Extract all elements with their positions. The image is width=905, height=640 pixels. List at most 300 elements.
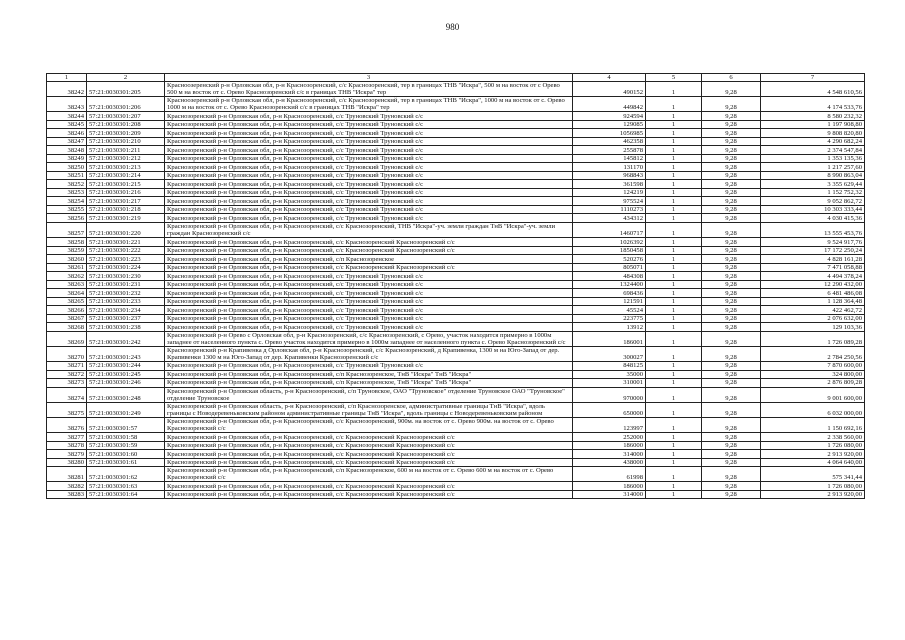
area-cell: 310001	[573, 379, 646, 388]
area-cell: 300027	[573, 346, 646, 361]
rate-cell: 9,28	[702, 255, 761, 264]
rate-cell: 9,28	[702, 97, 761, 112]
count-cell: 1	[646, 482, 702, 491]
address-cell: Краснозоренский р-н Орловская обл, р-н Краснозоренский, с/п Краснозоренское, ТнВ "Искра" ТнВ "Искра"	[165, 370, 573, 379]
area-cell: 650000	[573, 402, 646, 417]
table-row	[47, 370, 865, 379]
cadastral-number-cell: 57:21:0030301:222	[87, 246, 165, 255]
address-cell: Краснозоренский р-н Орловская обл, р-н Краснозоренский, с/с Краснозоренский Краснозоренский с/с	[165, 263, 573, 272]
value-cell: 1 726 080,00	[761, 441, 865, 450]
rate-cell: 9,28	[702, 289, 761, 298]
value-cell: 6 032 000,00	[761, 402, 865, 417]
cadastral-number-cell: 57:21:0030301:58	[87, 433, 165, 442]
record-number-cell: 38278	[47, 441, 87, 450]
table-row	[47, 112, 865, 121]
record-number-cell: 38276	[47, 417, 87, 432]
count-cell: 1	[646, 402, 702, 417]
register-table	[46, 73, 865, 499]
value-cell: 422 462,72	[761, 306, 865, 315]
cadastral-number-cell: 57:21:0030301:211	[87, 146, 165, 155]
cadastral-number-cell: 57:21:0030301:219	[87, 214, 165, 223]
area-cell: 13912	[573, 323, 646, 332]
rate-cell: 9,28	[702, 450, 761, 459]
table-row	[47, 306, 865, 315]
rate-cell: 9,28	[702, 180, 761, 189]
address-cell: Краснозоренский р-н Орловская обл, р-н Краснозоренский, с/с Труновский Труновский с/с	[165, 280, 573, 289]
record-number-cell: 38258	[47, 238, 87, 247]
area-cell: 61998	[573, 467, 646, 482]
area-cell: 35000	[573, 370, 646, 379]
area-cell: 186000	[573, 482, 646, 491]
address-cell: Краснозоренский р-н Орловская обл, р-н Краснозоренский, с/с Краснозоренский Краснозоренский с/с	[165, 238, 573, 247]
rate-cell: 9,28	[702, 280, 761, 289]
rate-cell: 9,28	[702, 458, 761, 467]
table-row	[47, 97, 865, 112]
value-cell: 4 064 640,00	[761, 458, 865, 467]
value-cell: 9 001 600,00	[761, 387, 865, 402]
record-number-cell: 38256	[47, 214, 87, 223]
count-cell: 1	[646, 450, 702, 459]
address-cell: Красноозеренский р-н Орловская обл, р-н Краснозоренский, с/с Краснозоренский, тер в границах ТНВ "Искра", 500 м на восток от с Орево 500 м на восток от с. Орево Краснозоренский с/с в границах ТНВ "Искра" тер	[165, 82, 573, 97]
area-cell: 123997	[573, 417, 646, 432]
value-cell: 6 481 486,08	[761, 289, 865, 298]
table-row	[47, 272, 865, 281]
table-row	[47, 433, 865, 442]
rate-cell: 9,28	[702, 433, 761, 442]
address-cell: Краснозоренский р-н Орловская обл, р-н Краснозоренский, с/с Труновский Труновский с/с	[165, 171, 573, 180]
table-row	[47, 154, 865, 163]
record-number-cell: 38246	[47, 129, 87, 138]
rate-cell: 9,28	[702, 171, 761, 180]
table-row	[47, 222, 865, 237]
address-cell: Краснозоренский р-н Орево с Орловская обл, р-н Краснозоренский, с/с Краснозоренский, с Орево, участок находится примерно в 1000м западнее от населенного пункта с. Орево участок находится примерно в 1000м западнее от населенного пункта с. Орево Краснозоренский с/с	[165, 331, 573, 346]
rate-cell: 9,28	[702, 370, 761, 379]
area-cell: 1110273	[573, 205, 646, 214]
area-cell: 45524	[573, 306, 646, 315]
count-cell: 1	[646, 490, 702, 499]
area-cell: 968843	[573, 171, 646, 180]
count-cell: 1	[646, 441, 702, 450]
rate-cell: 9,28	[702, 120, 761, 129]
count-cell: 1	[646, 387, 702, 402]
record-number-cell: 38257	[47, 222, 87, 237]
value-cell: 4 548 610,56	[761, 82, 865, 97]
record-number-cell: 38248	[47, 146, 87, 155]
area-cell: 520276	[573, 255, 646, 264]
record-number-cell: 38264	[47, 289, 87, 298]
table-row	[47, 441, 865, 450]
area-cell: 1026392	[573, 238, 646, 247]
count-cell: 1	[646, 314, 702, 323]
column-header: 7	[761, 74, 865, 82]
count-cell: 1	[646, 289, 702, 298]
rate-cell: 9,28	[702, 417, 761, 432]
record-number-cell: 38265	[47, 297, 87, 306]
area-cell: 848125	[573, 362, 646, 371]
count-cell: 1	[646, 188, 702, 197]
count-cell: 1	[646, 171, 702, 180]
address-cell: Краснозоренский р-н Орловская обл, р-н Краснозоренский, с/с Краснозоренский Краснозоренский с/с	[165, 246, 573, 255]
rate-cell: 9,28	[702, 314, 761, 323]
record-number-cell: 38271	[47, 362, 87, 371]
count-cell: 1	[646, 346, 702, 361]
area-cell: 805071	[573, 263, 646, 272]
table-row	[47, 246, 865, 255]
address-cell: Краснозоренский р-н Орловская обл, р-н Краснозоренский, с/с Краснозоренский Краснозоренский с/с	[165, 441, 573, 450]
table-row	[47, 137, 865, 146]
value-cell: 9 052 862,72	[761, 197, 865, 206]
area-cell: 223775	[573, 314, 646, 323]
record-number-cell: 38275	[47, 402, 87, 417]
cadastral-number-cell: 57:21:0030301:59	[87, 441, 165, 450]
address-cell: Краснозоренский р-н Орловская обл, р-н Краснозоренский, с/с Труновский Труновский с/с	[165, 362, 573, 371]
cadastral-number-cell: 57:21:0030301:234	[87, 306, 165, 315]
value-cell: 4 828 161,28	[761, 255, 865, 264]
count-cell: 1	[646, 205, 702, 214]
value-cell: 10 303 333,44	[761, 205, 865, 214]
address-cell: Красноозеренский р-н Орловская обл, р-н Краснозоренский, с/с Краснозоренский, тер в границах ТНВ "Искра", 1000 м на восток от с. Орево 1000 м на восток от с. Орево Краснозоренский с/с в границах ТНВ "Искра" тер	[165, 97, 573, 112]
count-cell: 1	[646, 272, 702, 281]
area-cell: 970000	[573, 387, 646, 402]
value-cell: 2 913 920,00	[761, 490, 865, 499]
record-number-cell: 38281	[47, 467, 87, 482]
rate-cell: 9,28	[702, 154, 761, 163]
count-cell: 1	[646, 238, 702, 247]
count-cell: 1	[646, 146, 702, 155]
rate-cell: 9,28	[702, 467, 761, 482]
count-cell: 1	[646, 297, 702, 306]
table-row	[47, 387, 865, 402]
table-row	[47, 402, 865, 417]
value-cell: 129 103,36	[761, 323, 865, 332]
table-row	[47, 314, 865, 323]
count-cell: 1	[646, 417, 702, 432]
address-cell: Краснозоренский р-н Орловская обл, р-н Краснозоренский, с/с Труновский Труновский с/с	[165, 112, 573, 121]
cadastral-number-cell: 57:21:0030301:244	[87, 362, 165, 371]
rate-cell: 9,28	[702, 197, 761, 206]
area-cell: 484308	[573, 272, 646, 281]
address-cell: Краснозоренский р-н Орловская обл, р-н Краснозоренский, с/с Труновский Труновский с/с	[165, 154, 573, 163]
cadastral-number-cell: 57:21:0030301:243	[87, 346, 165, 361]
area-cell: 1324400	[573, 280, 646, 289]
address-cell: Краснозоренский р-н Орловская обл, р-н Краснозоренский, с/с Труновский Труновский с/с	[165, 205, 573, 214]
value-cell: 1 217 257,60	[761, 163, 865, 172]
address-cell: Краснозоренский р-н Орловская область, р-н Краснозоренский, с/п Труновское, ОАО "Труновское" отделение Труновское ОАО "Труновское" отделение Труновское	[165, 387, 573, 402]
count-cell: 1	[646, 222, 702, 237]
area-cell: 1056985	[573, 129, 646, 138]
table-row	[47, 129, 865, 138]
address-cell: Краснозоренский р-н Орловская обл, р-н Краснозоренский, с/п Краснозоренское	[165, 255, 573, 264]
area-cell: 462358	[573, 137, 646, 146]
address-cell: Краснозоренский р-н Орловская обл, р-н Краснозоренский, с/с Краснозоренский Краснозоренский с/с	[165, 490, 573, 499]
rate-cell: 9,28	[702, 490, 761, 499]
record-number-cell: 38274	[47, 387, 87, 402]
area-cell: 314000	[573, 450, 646, 459]
record-number-cell: 38259	[47, 246, 87, 255]
record-number-cell: 38282	[47, 482, 87, 491]
table-row	[47, 289, 865, 298]
value-cell: 1 152 752,32	[761, 188, 865, 197]
address-cell: Краснозоренский р-н Орловская обл, р-н Краснозоренский, с/с Труновский Труновский с/с	[165, 306, 573, 315]
record-number-cell: 38283	[47, 490, 87, 499]
value-cell: 2 374 547,84	[761, 146, 865, 155]
value-cell: 1 128 364,48	[761, 297, 865, 306]
column-number-row	[47, 74, 865, 82]
table-row	[47, 467, 865, 482]
table-row	[47, 82, 865, 97]
column-header: 4	[573, 74, 646, 82]
address-cell: Краснозоренский р-н Орловская обл, р-н Краснозоренский, с/с Труновский Труновский с/с	[165, 214, 573, 223]
area-cell: 145812	[573, 154, 646, 163]
rate-cell: 9,28	[702, 441, 761, 450]
cadastral-number-cell: 57:21:0030301:237	[87, 314, 165, 323]
cadastral-number-cell: 57:21:0030301:214	[87, 171, 165, 180]
record-number-cell: 38277	[47, 433, 87, 442]
count-cell: 1	[646, 82, 702, 97]
address-cell: Краснозоренский р-н Орловская обл, р-н Краснозоренский, с/с Труновский Труновский с/с	[165, 146, 573, 155]
value-cell: 13 555 453,76	[761, 222, 865, 237]
count-cell: 1	[646, 379, 702, 388]
rate-cell: 9,28	[702, 129, 761, 138]
value-cell: 2 913 920,00	[761, 450, 865, 459]
rate-cell: 9,28	[702, 82, 761, 97]
table-row	[47, 482, 865, 491]
cadastral-number-cell: 57:21:0030301:205	[87, 82, 165, 97]
rate-cell: 9,28	[702, 146, 761, 155]
area-cell: 186000	[573, 441, 646, 450]
table-row	[47, 146, 865, 155]
cadastral-number-cell: 57:21:0030301:62	[87, 467, 165, 482]
area-cell: 121591	[573, 297, 646, 306]
table-row	[47, 214, 865, 223]
rate-cell: 9,28	[702, 272, 761, 281]
page-number: 980	[445, 22, 460, 32]
rate-cell: 9,28	[702, 362, 761, 371]
area-cell: 1460717	[573, 222, 646, 237]
area-cell: 252000	[573, 433, 646, 442]
count-cell: 1	[646, 280, 702, 289]
record-number-cell: 38252	[47, 180, 87, 189]
cadastral-number-cell: 57:21:0030301:245	[87, 370, 165, 379]
value-cell: 17 172 250,24	[761, 246, 865, 255]
count-cell: 1	[646, 163, 702, 172]
value-cell: 9 524 917,76	[761, 238, 865, 247]
address-cell: Краснозоренский р-н Орловская обл, р-н Краснозоренский, с/с Труновский Труновский с/с	[165, 323, 573, 332]
area-cell: 131170	[573, 163, 646, 172]
count-cell: 1	[646, 331, 702, 346]
table-row	[47, 263, 865, 272]
area-cell: 124219	[573, 188, 646, 197]
value-cell: 1 353 135,36	[761, 154, 865, 163]
cadastral-number-cell: 57:21:0030301:248	[87, 387, 165, 402]
cadastral-number-cell: 57:21:0030301:224	[87, 263, 165, 272]
rate-cell: 9,28	[702, 137, 761, 146]
record-number-cell: 38247	[47, 137, 87, 146]
area-cell: 438000	[573, 458, 646, 467]
record-number-cell: 38280	[47, 458, 87, 467]
record-number-cell: 38253	[47, 188, 87, 197]
count-cell: 1	[646, 97, 702, 112]
address-cell: Краснозоренский р-н Орловская обл, р-н Краснозоренский, с/с Труновский Труновский с/с	[165, 188, 573, 197]
address-cell: Краснозоренский р-н Орловская обл, р-н Краснозоренский, с/с Труновский Труновский с/с	[165, 314, 573, 323]
address-cell: Краснозоренский р-н Орловская обл, р-н Краснозоренский, с/с Краснозоренский, 900м. на восток от с. Орево 900м. на восток от с. Орево Краснозоренский с/с	[165, 417, 573, 432]
address-cell: Краснозоренский р-н Орловская обл, р-н Краснозоренский, с/п Краснозоренское, 600 м на восток от с. Орево 600 м на восток от с. Орево Краснозоренский с/с	[165, 467, 573, 482]
count-cell: 1	[646, 197, 702, 206]
value-cell: 324 800,00	[761, 370, 865, 379]
record-number-cell: 38262	[47, 272, 87, 281]
record-number-cell: 38263	[47, 280, 87, 289]
cadastral-number-cell: 57:21:0030301:57	[87, 417, 165, 432]
column-header: 5	[646, 74, 702, 82]
area-cell: 255878	[573, 146, 646, 155]
count-cell: 1	[646, 467, 702, 482]
table-row	[47, 346, 865, 361]
address-cell: Краснозоренский р-н Орловская обл, р-н Краснозоренский, с/с Краснозоренский Краснозоренский с/с	[165, 458, 573, 467]
record-number-cell: 38251	[47, 171, 87, 180]
cadastral-number-cell: 57:21:0030301:206	[87, 97, 165, 112]
record-number-cell: 38267	[47, 314, 87, 323]
rate-cell: 9,28	[702, 379, 761, 388]
record-number-cell: 38279	[47, 450, 87, 459]
column-header: 2	[87, 74, 165, 82]
column-header: 1	[47, 74, 87, 82]
record-number-cell: 38266	[47, 306, 87, 315]
rate-cell: 9,28	[702, 323, 761, 332]
rate-cell: 9,28	[702, 188, 761, 197]
record-number-cell: 38272	[47, 370, 87, 379]
record-number-cell: 38243	[47, 97, 87, 112]
cadastral-number-cell: 57:21:0030301:221	[87, 238, 165, 247]
value-cell: 1 726 089,28	[761, 331, 865, 346]
table-row	[47, 238, 865, 247]
address-cell: Краснозоренский р-н Орловская обл, р-н Краснозоренский, с/с Труновский Труновский с/с	[165, 137, 573, 146]
address-cell: Краснозоренский р-н Орловская обл, р-н Краснозоренский, с/с Труновский Труновский с/с	[165, 197, 573, 206]
table-row	[47, 197, 865, 206]
count-cell: 1	[646, 263, 702, 272]
area-cell: 924594	[573, 112, 646, 121]
address-cell: Краснозоренский р-н Орловская обл, р-н Краснозоренский, с/с Труновский Труновский с/с	[165, 297, 573, 306]
value-cell: 7 471 058,88	[761, 263, 865, 272]
rate-cell: 9,28	[702, 387, 761, 402]
count-cell: 1	[646, 180, 702, 189]
rate-cell: 9,28	[702, 222, 761, 237]
count-cell: 1	[646, 433, 702, 442]
cadastral-number-cell: 57:21:0030301:232	[87, 289, 165, 298]
cadastral-number-cell: 57:21:0030301:216	[87, 188, 165, 197]
area-cell: 361598	[573, 180, 646, 189]
table-row	[47, 163, 865, 172]
rate-cell: 9,28	[702, 246, 761, 255]
record-number-cell: 38255	[47, 205, 87, 214]
address-cell: Краснозоренский р-н Орловская обл, р-н Краснозоренский, с/с Краснозоренский Краснозоренский с/с	[165, 482, 573, 491]
address-cell: Краснозоренский р-н Орловская обл, р-н Краснозоренский, с/с Труновский Труновский с/с	[165, 120, 573, 129]
value-cell: 3 355 629,44	[761, 180, 865, 189]
address-cell: Краснозоренский р-н Орловская обл, р-н Краснозоренский, с/с Труновский Труновский с/с	[165, 289, 573, 298]
cadastral-number-cell: 57:21:0030301:220	[87, 222, 165, 237]
area-cell: 698436	[573, 289, 646, 298]
rate-cell: 9,28	[702, 238, 761, 247]
value-cell: 2 076 632,00	[761, 314, 865, 323]
count-cell: 1	[646, 120, 702, 129]
address-cell: Краснозоренский р-н Крапивенка д Орловская обл, р-н Краснозоренский, с/с Краснозоренский, д Крапивенка, 1300 м на Юго-Запад от дер. Крапивенки 1300 м на Юго-Запад от дер. Крапивенки Краснозоренский с/с	[165, 346, 573, 361]
address-cell: Краснозоренский р-н Орловская обл, р-н Краснозоренский, с/с Труновский Труновский с/с	[165, 163, 573, 172]
count-cell: 1	[646, 137, 702, 146]
value-cell: 7 870 600,00	[761, 362, 865, 371]
cadastral-number-cell: 57:21:0030301:249	[87, 402, 165, 417]
cadastral-number-cell: 57:21:0030301:60	[87, 450, 165, 459]
rate-cell: 9,28	[702, 482, 761, 491]
cadastral-number-cell: 57:21:0030301:61	[87, 458, 165, 467]
count-cell: 1	[646, 129, 702, 138]
table-row	[47, 490, 865, 499]
value-cell: 2 338 560,00	[761, 433, 865, 442]
cadastral-number-cell: 57:21:0030301:217	[87, 197, 165, 206]
cadastral-number-cell: 57:21:0030301:231	[87, 280, 165, 289]
value-cell: 1 150 692,16	[761, 417, 865, 432]
address-cell: Краснозоренский р-н Орловская обл, р-н Краснозоренский, с/с Труновский Труновский с/с	[165, 272, 573, 281]
value-cell: 8 990 863,04	[761, 171, 865, 180]
table-row	[47, 362, 865, 371]
rate-cell: 9,28	[702, 214, 761, 223]
count-cell: 1	[646, 323, 702, 332]
rate-cell: 9,28	[702, 331, 761, 346]
cadastral-number-cell: 57:21:0030301:210	[87, 137, 165, 146]
area-cell: 434312	[573, 214, 646, 223]
value-cell: 8 580 232,32	[761, 112, 865, 121]
count-cell: 1	[646, 246, 702, 255]
table-row	[47, 280, 865, 289]
table-row	[47, 458, 865, 467]
address-cell: Краснозоренский р-н Орловская обл, р-н Краснозоренский, с/с Труновский Труновский с/с	[165, 180, 573, 189]
rate-cell: 9,28	[702, 205, 761, 214]
rate-cell: 9,28	[702, 263, 761, 272]
record-number-cell: 38245	[47, 120, 87, 129]
cadastral-number-cell: 57:21:0030301:207	[87, 112, 165, 121]
table-row	[47, 205, 865, 214]
count-cell: 1	[646, 154, 702, 163]
address-cell: Краснозоренский р-н Орловская обл, р-н Краснозоренский, с/п Краснозоренское, ТнВ "Искра" ТнВ "Искра"	[165, 379, 573, 388]
value-cell: 1 197 908,80	[761, 120, 865, 129]
count-cell: 1	[646, 458, 702, 467]
rate-cell: 9,28	[702, 306, 761, 315]
area-cell: 129085	[573, 120, 646, 129]
area-cell: 1850458	[573, 246, 646, 255]
cadastral-number-cell: 57:21:0030301:212	[87, 154, 165, 163]
record-number-cell: 38268	[47, 323, 87, 332]
table-row	[47, 331, 865, 346]
value-cell: 12 290 432,00	[761, 280, 865, 289]
record-number-cell: 38269	[47, 331, 87, 346]
value-cell: 2 784 250,56	[761, 346, 865, 361]
address-cell: Краснозоренский р-н Орловская обл, р-н Краснозоренский, с/с Труновский Труновский с/с	[165, 129, 573, 138]
rate-cell: 9,28	[702, 112, 761, 121]
area-cell: 449842	[573, 97, 646, 112]
value-cell: 575 341,44	[761, 467, 865, 482]
value-cell: 4 494 378,24	[761, 272, 865, 281]
cadastral-number-cell: 57:21:0030301:218	[87, 205, 165, 214]
table-row	[47, 297, 865, 306]
cadastral-number-cell: 57:21:0030301:63	[87, 482, 165, 491]
table-row	[47, 450, 865, 459]
area-cell: 975524	[573, 197, 646, 206]
cadastral-number-cell: 57:21:0030301:215	[87, 180, 165, 189]
table-row	[47, 120, 865, 129]
record-number-cell: 38249	[47, 154, 87, 163]
value-cell: 4 174 533,76	[761, 97, 865, 112]
table-row	[47, 379, 865, 388]
cadastral-number-cell: 57:21:0030301:230	[87, 272, 165, 281]
value-cell: 4 030 415,36	[761, 214, 865, 223]
